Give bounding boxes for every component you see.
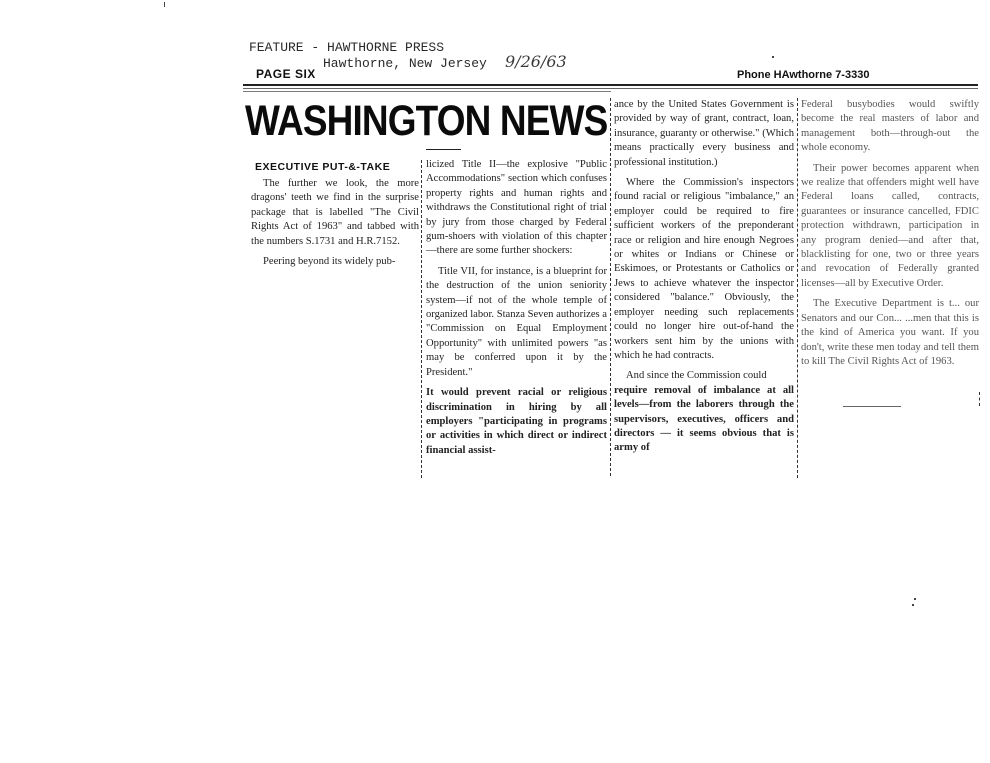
headline: WASHINGTON NEWS	[245, 97, 608, 145]
article-column-2	[426, 158, 607, 464]
article-column-1	[251, 177, 419, 275]
typed-source-line: FEATURE - HAWTHORNE PRESS	[249, 40, 445, 55]
scan-speck	[164, 2, 165, 7]
col1-paragraph-1: The further we look, the more dragons' teeth we find in the surprise package that is labelled "The Civil Rights Act of 1963" and tabbed with the numbers S.1731 and H.R.7152.	[251, 178, 419, 247]
handwritten-date: 9/26/63	[505, 52, 567, 71]
col1-paragraph-2: Peering beyond its widely pub-	[263, 256, 396, 268]
col2-paragraph-1: licized Title II—the explosive "Public Accommodations" section which confuses property rights and human rights and withdraws the Constitutional right of trial by jury from those charged by Federal gum-shoers with violation of this chapter—there are some further shockers:	[426, 159, 607, 257]
col4-paragraph-2: Their power becomes apparent when we realize that offenders might well have Federal loans called, contracts, guarantees or insurance cancelled, FDIC protection withdrawn, participation in any program denied—and after that, blacklisting for one, two or three years and revocation of Federally granted licenses—all by Executive Order.	[801, 162, 979, 289]
column-divider-2	[610, 98, 611, 476]
scan-speck	[912, 604, 914, 606]
col2-paragraph-2: Title VII, for instance, is a blueprint for the destruction of the union seniority system—if not of the whole temple of organized labor. Stanza Seven authorizes a "Commission on Equal Employment Opportunity" with unlimited powers "as may be conferred upon it by the President."	[426, 265, 608, 378]
headline-underline	[426, 149, 461, 150]
phone-label: Phone HAwthorne 7-3330	[737, 69, 870, 81]
end-of-article-rule	[843, 406, 901, 407]
page-number-label: PAGE SIX	[256, 67, 316, 81]
subhead: EXECUTIVE PUT-&-TAKE	[255, 161, 391, 173]
col4-paragraph-3: The Executive Department is t... our Senators and our Con... ...men that this is the kind of America you want. If you don't, write these men today and tell them to kill The Civil Rights Act of 1963.	[801, 298, 979, 367]
article-column-4	[801, 98, 979, 375]
column-divider-1	[421, 160, 422, 478]
typed-location-line: Hawthorne, New Jersey	[323, 56, 487, 71]
masthead-rule-thin	[243, 91, 611, 92]
col3-paragraph-2: Where the Commission's inspectors found racial or religious "imbalance," an employer could be required to fire sufficient workers of the preponderant race or religion and hire enough Negroes or whites or Indians or Chinese or Eskimoes, or Protestants or Catholics or Jews to achieve whatever the inspector considered "balance." Obviously, the employer needing such replacements could no longer hire out-of-hand the workers sent him by the unions with which he had contracts.	[614, 177, 794, 361]
scan-speck	[914, 598, 916, 600]
col3-bold-paragraph: require removal of imbalance at all levels—from the laborers through the supervisors, executives, officers and directors — it seems obvious that is army of	[614, 384, 794, 454]
col4-paragraph-1: Federal busybodies would swiftly become the real masters of labor and management both—through-out the whole economy.	[801, 99, 979, 154]
masthead-rule-top	[243, 84, 978, 86]
col2-bold-paragraph: It would prevent racial or religious discrimination in hiring by all employers "participating in programs or activities in which direct or indirect financial assist-	[426, 387, 607, 456]
scan-speck	[772, 56, 774, 58]
article-column-3	[614, 98, 794, 462]
edge-mark	[979, 392, 980, 406]
column-divider-3	[797, 98, 798, 478]
masthead-rule-bottom	[243, 88, 978, 89]
col3-paragraph-1: ance by the United States Government is provided by way of grant, contract, loan, insurance, guaranty or otherwise." (Which means practically every business and professional institution.)	[614, 99, 794, 168]
col3-paragraph-3-lead: And since the Commission could	[626, 370, 767, 382]
